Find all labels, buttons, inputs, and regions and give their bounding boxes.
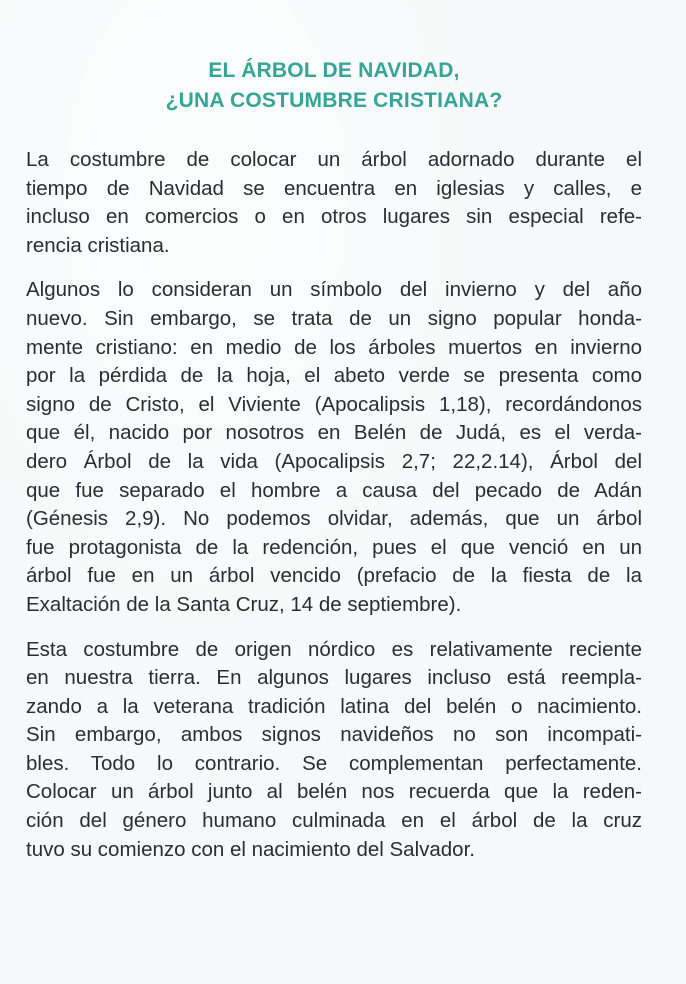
page-title: [26, 56, 642, 116]
text-line: rencia cristiana.: [26, 233, 170, 257]
text-line: dero Árbol de la vida (Apocalipsis 2,7; 22,2.14), Árbol del: [26, 449, 642, 473]
paragraph-1: [26, 146, 642, 260]
text-line: bles. Todo lo contrario. Se complementan perfectamente.: [26, 751, 642, 775]
text-line: que él, nacido por nosotros en Belén de Judá, es el verda-: [26, 421, 642, 445]
text-line: La costumbre de colocar un árbol adornado durante el: [26, 148, 642, 171]
text-line: fue protagonista de la redención, pues el que venció en un: [26, 535, 642, 559]
text-line: Colocar un árbol junto al belén nos recuerda que la reden-: [26, 780, 642, 804]
text-line: nuevo. Sin embargo, se trata de un signo popular honda-: [26, 306, 642, 330]
text-line: mente cristiano: en medio de los árboles muertos en invierno: [26, 335, 642, 359]
text-line: zando a la veterana tradición latina del belén o nacimiento.: [26, 694, 642, 718]
text-line: Esta costumbre de origen nórdico es relativamente reciente: [26, 637, 642, 661]
text-line: signo de Cristo, el Viviente (Apocalipsis 1,18), recordándonos: [26, 392, 642, 416]
text-line: Exaltación de la Santa Cruz, 14 de septiembre).: [26, 592, 462, 616]
text-line: Sin embargo, ambos signos navideños no son incompati-: [26, 723, 642, 747]
text-line: en nuestra tierra. En algunos lugares incluso está reempla-: [26, 666, 642, 690]
title-line-1: EL ÁRBOL DE NAVIDAD,: [208, 59, 460, 82]
paragraph-2: [26, 276, 642, 619]
text-line: tuvo su comienzo con el nacimiento del Salvador.: [26, 837, 475, 861]
text-line: por la pérdida de la hoja, el abeto verde se presenta como: [26, 364, 642, 388]
paragraph-3: [26, 636, 642, 865]
text-line: árbol fue en un árbol vencido (prefacio de la fiesta de la: [26, 564, 642, 588]
title-line-2: ¿UNA COSTUMBRE CRISTIANA?: [165, 89, 503, 112]
text-line: Algunos lo consideran un símbolo del invierno y del año: [26, 278, 642, 302]
text-line: incluso en comercios o en otros lugares sin especial refe-: [26, 205, 642, 229]
text-line: ción del género humano culminada en el árbol de la cruz: [26, 809, 642, 833]
text-line: tiempo de Navidad se encuentra en iglesias y calles, e: [26, 176, 642, 200]
text-line: (Génesis 2,9). No podemos olvidar, además, que un árbol: [26, 507, 642, 531]
text-line: que fue separado el hombre a causa del pecado de Adán: [26, 478, 642, 502]
